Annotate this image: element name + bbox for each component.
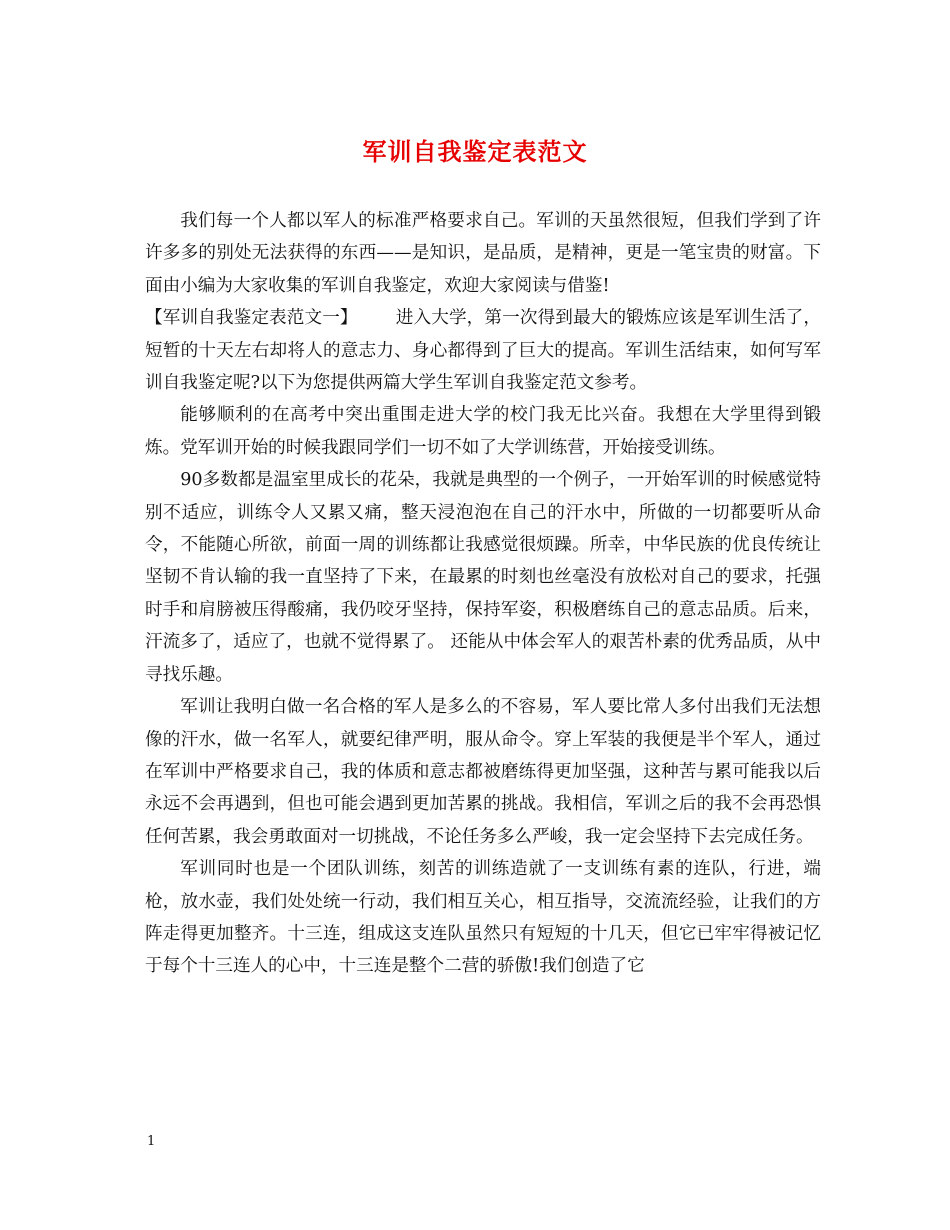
body-paragraph: 军训同时也是一个团队训练，刻苦的训练造就了一支训练有素的连队，行进，端枪，放水壶，我们处处统一行动，我们相互关心，相互指导，交流流经验，让我们的方阵走得更加整齐。十三连，组成这支连队虽然只有短短的十几天，但它已牢牢得被记忆于每个十三连人的心中，十三连是整个二营的骄傲!我们创造了它 (145, 859, 821, 977)
document-body (145, 205, 821, 983)
section-heading: 【军训自我鉴定表范文一】 (145, 308, 358, 329)
body-paragraph: 军训让我明白做一名合格的军人是多么的不容易，军人要比常人多付出我们无法想像的汗水，做一名军人，就要纪律严明，服从命令。穿上军装的我便是半个军人，通过在军训中严格要求自己，我的体质和意志都被磨练得更加坚强，这种苦与累可能我以后永远不会再遇到，但也可能会遇到更加苦累的挑战。我相信，军训之后的我不会再恐惧任何苦累，我会勇敢面对一切挑战，不论任务多么严峻，我一定会坚持下去完成任务。 (145, 697, 821, 847)
section-paragraph (145, 302, 821, 399)
intro-paragraph: 我们每一个人都以军人的标准严格要求自己。军训的天虽然很短，但我们学到了许许多多的别处无法获得的东西——是知识，是品质，是精神，更是一笔宝贵的财富。下面由小编为大家收集的军训自我鉴定，欢迎大家阅读与借鉴! (145, 211, 821, 296)
section-intro-text: 进入大学，第一次得到最大的锻炼应该是军训生活了，短暂的十天左右却将人的意志力、身心都得到了巨大的提高。军训生活结束，如何写军训自我鉴定呢?以下为您提供两篇大学生军训自我鉴定范文参考。 (145, 308, 821, 394)
page-number: 1 (147, 1134, 156, 1149)
document-title: 军训自我鉴定表范文 (362, 137, 588, 166)
body-paragraph: 能够顺利的在高考中突出重围走进大学的校门我无比兴奋。我想在大学里得到锻炼。党军训开始的时候我跟同学们一切不如了大学训练营，开始接受训练。 (145, 405, 821, 458)
body-paragraph: 90多数都是温室里成长的花朵，我就是典型的一个例子，一开始军训的时候感觉特别不适应，训练令人又累又痛，整天浸泡泡在自己的汗水中，所做的一切都要听从命令，不能随心所欲，前面一周的训练都让我感觉很烦躁。所幸，中华民族的优良传统让坚韧不肯认输的我一直坚持了下来，在最累的时刻也丝毫没有放松对自己的要求，托强时手和肩膀被压得酸痛，我仍咬牙坚持，保持军姿，积极磨练自己的意志品质。后来，汗流多了，适应了，也就不觉得累了。 还能从中体会军人的艰苦朴素的优秀品质，从中寻找乐趣。 (145, 470, 821, 685)
